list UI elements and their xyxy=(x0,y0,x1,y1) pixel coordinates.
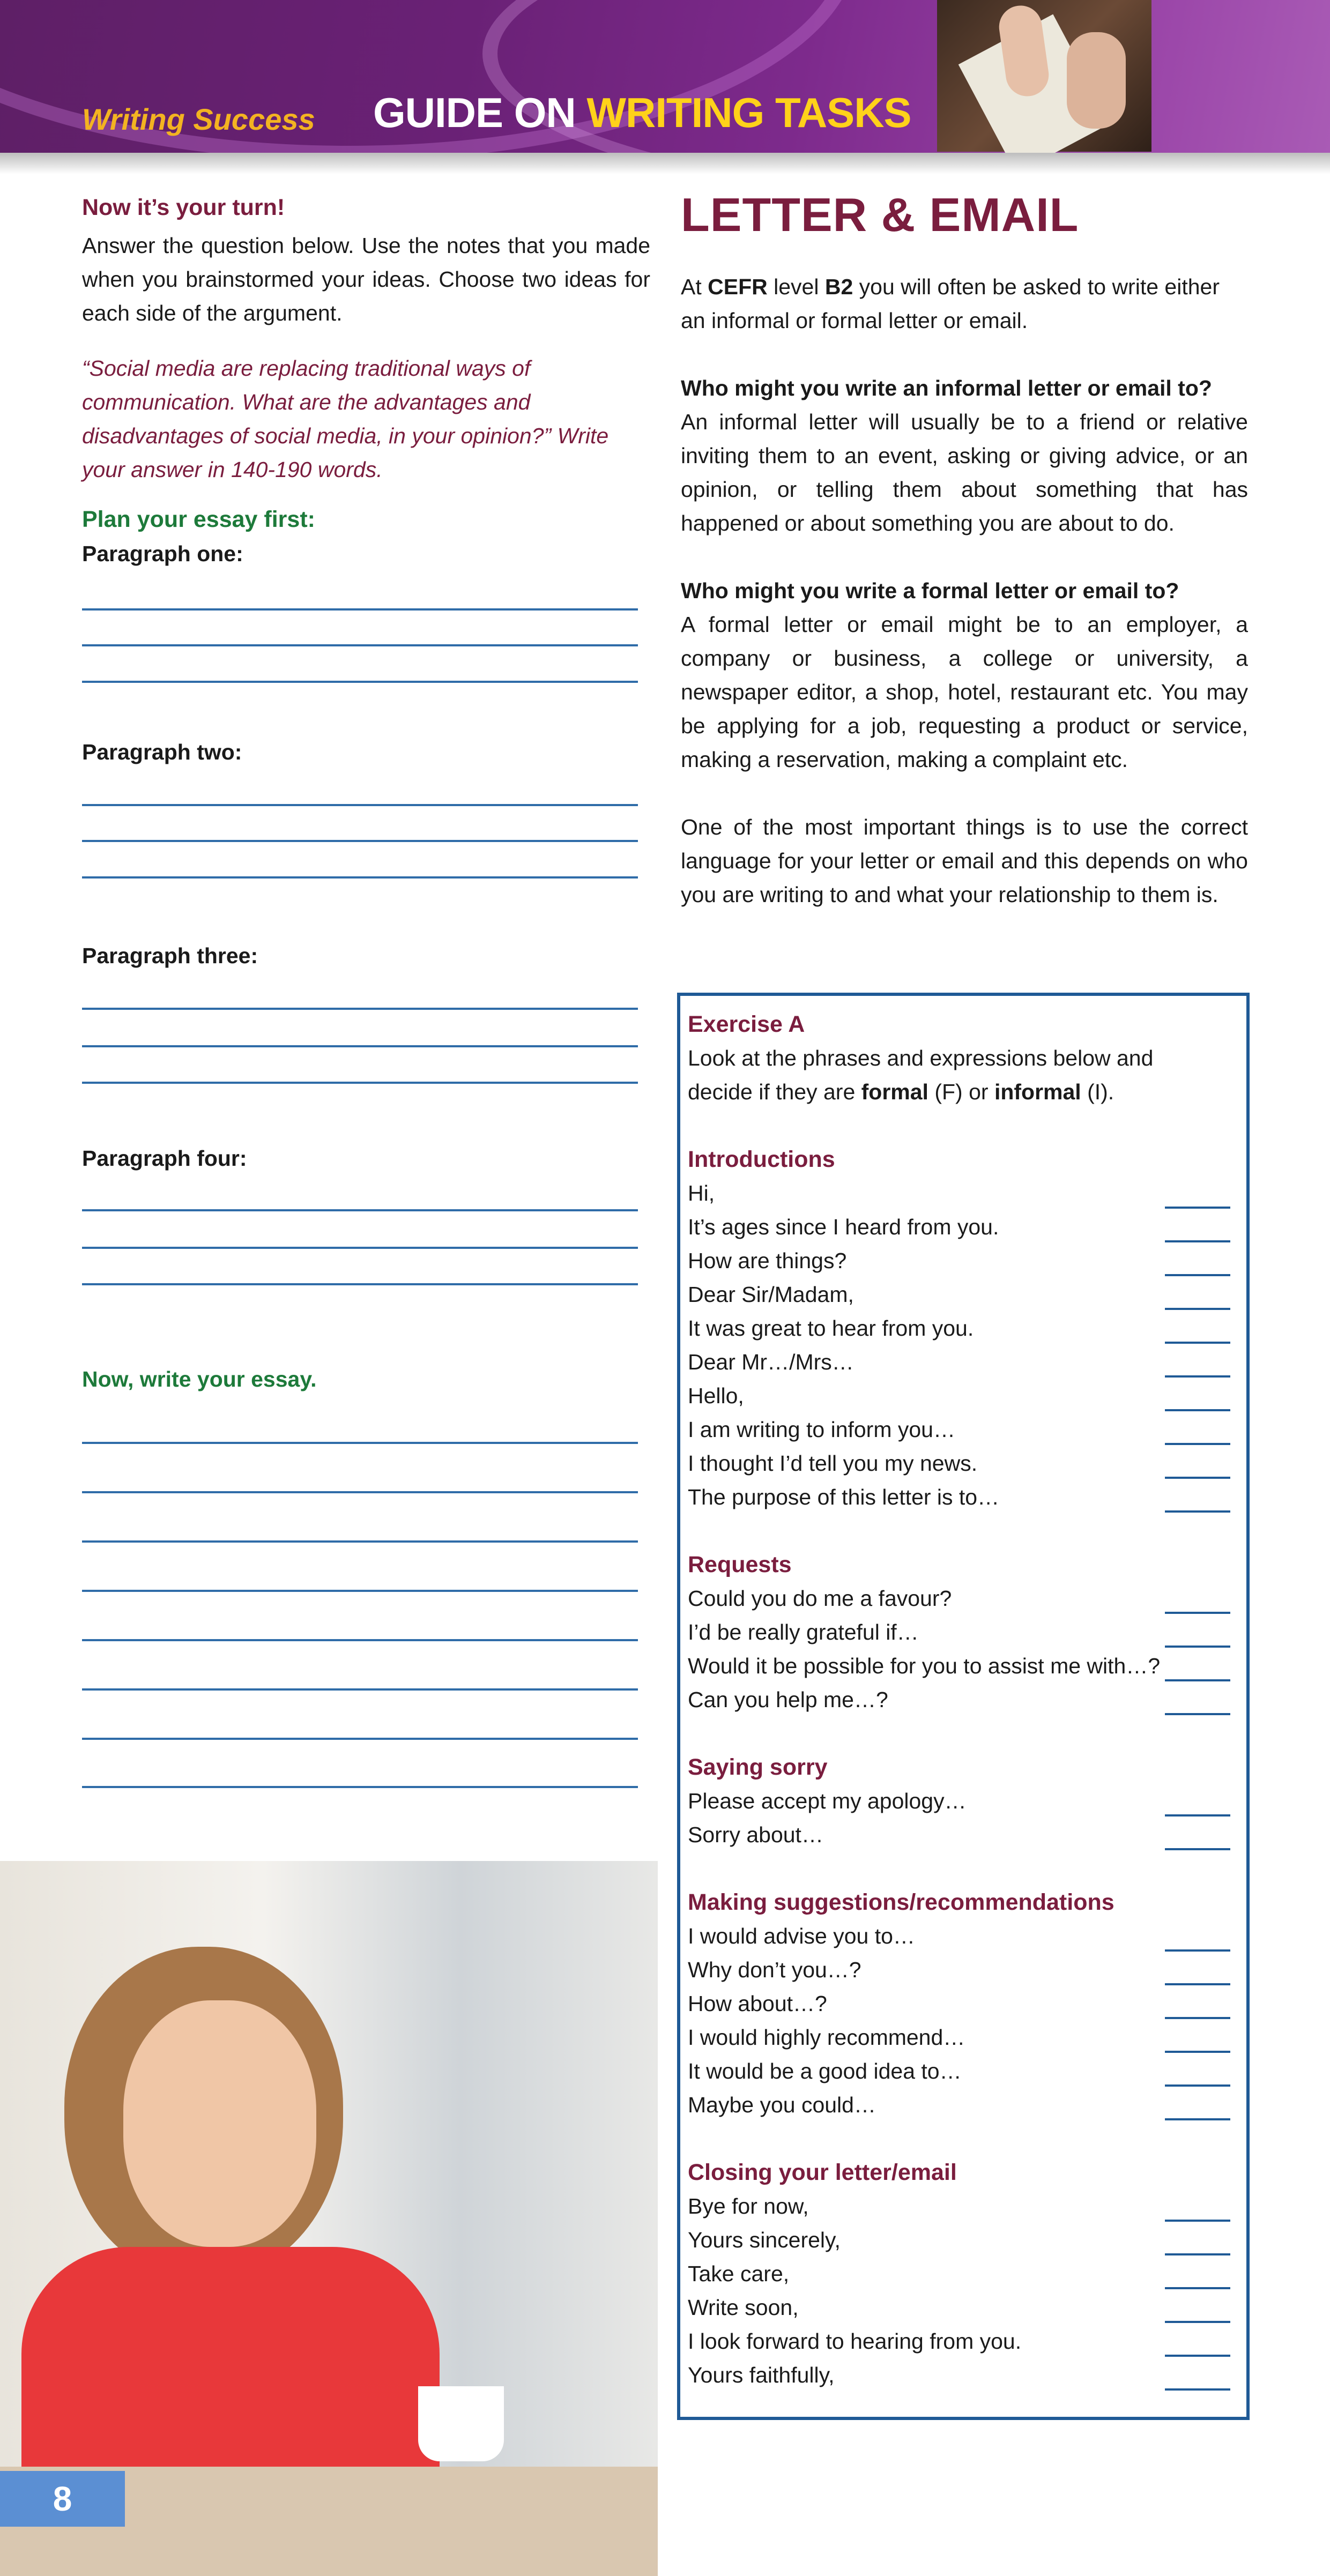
exercise-item xyxy=(688,1312,1240,1345)
face-shape xyxy=(123,2000,316,2247)
answer-line[interactable] xyxy=(82,840,638,842)
phrase-text: Would it be possible for you to assist me with…? xyxy=(688,1654,1161,1678)
exercise-item xyxy=(688,1345,1240,1379)
page-title xyxy=(373,88,911,137)
formal-question: Who might you write a formal letter or email to? xyxy=(681,578,1179,603)
answer-blank[interactable] xyxy=(1165,2220,1230,2222)
student-writing-photo xyxy=(0,1861,658,2576)
exercise-item xyxy=(688,1683,1240,1717)
answer-blank[interactable] xyxy=(1165,1477,1230,1479)
phrase-text: Hi, xyxy=(688,1181,715,1205)
phrase-text: Maybe you could… xyxy=(688,2093,876,2117)
exercise-item xyxy=(688,2325,1240,2358)
exercise-item xyxy=(688,1582,1240,1615)
phrase-text: How are things? xyxy=(688,1248,847,1273)
instructions: Answer the question below. Use the notes that you made when you brainstormed your ideas. Choose two ideas for each side of the argument. xyxy=(82,233,650,325)
answer-line[interactable] xyxy=(82,1738,638,1740)
exercise-title: Exercise A xyxy=(688,1011,805,1037)
answer-line[interactable] xyxy=(82,1688,638,1691)
paragraph-two-label: Paragraph two: xyxy=(82,740,242,764)
phrase-text: I look forward to hearing from you. xyxy=(688,2329,1022,2354)
answer-blank[interactable] xyxy=(1165,2084,1230,2087)
informal-question: Who might you write an informal letter or email to? xyxy=(681,376,1212,400)
answer-blank[interactable] xyxy=(1165,1342,1230,1344)
phrase-text: Yours sincerely, xyxy=(688,2228,841,2252)
coffee-cup xyxy=(418,2386,504,2461)
answer-line[interactable] xyxy=(82,608,638,611)
phrase-text: It was great to hear from you. xyxy=(688,1316,974,1341)
answer-blank[interactable] xyxy=(1165,1443,1230,1445)
answer-blank[interactable] xyxy=(1165,2118,1230,2120)
exercise-item xyxy=(688,1447,1240,1480)
phrase-text: I would advise you to… xyxy=(688,1924,915,1948)
answer-line[interactable] xyxy=(82,1442,638,1444)
phrase-text: It’s ages since I heard from you. xyxy=(688,1215,999,1239)
answer-blank[interactable] xyxy=(1165,2388,1230,2391)
answer-line[interactable] xyxy=(82,1209,638,1211)
phrase-text: I thought I’d tell you my news. xyxy=(688,1451,978,1476)
exercise-item xyxy=(688,1919,1240,1953)
exercise-section-title: Requests xyxy=(688,1552,792,1577)
header-shadow xyxy=(0,153,1330,174)
phrase-text: I am writing to inform you… xyxy=(688,1417,955,1442)
answer-line[interactable] xyxy=(82,876,638,878)
answer-line[interactable] xyxy=(82,1082,638,1084)
brand-label: Writing Success xyxy=(82,102,315,136)
answer-blank[interactable] xyxy=(1165,2017,1230,2019)
answer-blank[interactable] xyxy=(1165,1409,1230,1411)
answer-line[interactable] xyxy=(82,1540,638,1543)
phrase-text: Could you do me a favour? xyxy=(688,1586,952,1611)
exercise-item xyxy=(688,1177,1240,1210)
exercise-section-title: Closing your letter/email xyxy=(688,2160,957,2185)
answer-blank[interactable] xyxy=(1165,1375,1230,1378)
phrase-text: It would be a good idea to… xyxy=(688,2059,962,2083)
exercise-item xyxy=(688,2054,1240,2088)
exercise-item xyxy=(688,1278,1240,1312)
answer-blank[interactable] xyxy=(1165,1848,1230,1850)
phrase-text: Write soon, xyxy=(688,2295,799,2320)
answer-line[interactable] xyxy=(82,681,638,683)
phrase-text: Hello, xyxy=(688,1383,744,1408)
exercise-item xyxy=(688,1615,1240,1649)
intro-paragraph: At CEFR level B2 you will often be asked to write either an informal or formal letter or email. xyxy=(681,274,1220,333)
exercise-instructions: Look at the phrases and expressions below and decide if they are formal (F) or informal (I). xyxy=(688,1046,1154,1104)
phrase-text: Can you help me…? xyxy=(688,1687,888,1712)
title-white: GUIDE ON xyxy=(373,89,587,136)
exercise-item xyxy=(688,1784,1240,1818)
answer-blank[interactable] xyxy=(1165,1713,1230,1715)
exercise-item xyxy=(688,1953,1240,1987)
answer-blank[interactable] xyxy=(1165,1207,1230,1209)
exercise-item xyxy=(688,2257,1240,2291)
phrase-text: Take care, xyxy=(688,2261,790,2286)
answer-line[interactable] xyxy=(82,1786,638,1788)
title-yellow: WRITING TASKS xyxy=(586,89,911,136)
hand-image xyxy=(1067,32,1126,129)
exercise-item xyxy=(688,1244,1240,1278)
phrase-text: Dear Sir/Madam, xyxy=(688,1282,854,1307)
exercise-item xyxy=(688,1379,1240,1413)
answer-blank[interactable] xyxy=(1165,1814,1230,1816)
answer-line[interactable] xyxy=(82,1045,638,1047)
exercise-item xyxy=(688,2223,1240,2257)
phrase-text: Bye for now, xyxy=(688,2194,809,2218)
phrase-text: The purpose of this letter is to… xyxy=(688,1485,1000,1509)
answer-line[interactable] xyxy=(82,1008,638,1010)
answer-blank[interactable] xyxy=(1165,1274,1230,1276)
turn-heading: Now it’s your turn! xyxy=(82,195,285,220)
plan-heading: Plan your essay first: xyxy=(82,507,315,532)
exercise-item xyxy=(688,2291,1240,2325)
exercise-item xyxy=(688,1210,1240,1244)
phrase-text: I would highly recommend… xyxy=(688,2025,965,2050)
exercise-section-title: Introductions xyxy=(688,1146,835,1172)
answer-line[interactable] xyxy=(82,1491,638,1493)
exercise-item xyxy=(688,1480,1240,1514)
paragraph-one-label: Paragraph one: xyxy=(82,541,243,566)
answer-blank[interactable] xyxy=(1165,1646,1230,1648)
exercise-item xyxy=(688,1818,1240,1852)
essay-question: “Social media are replacing traditional ways of communication. What are the advantages and disadvantages of social media, in your opinion?” Write your answer in 140-190 words. xyxy=(82,356,609,482)
answer-line[interactable] xyxy=(82,1247,638,1249)
phrase-text: I’d be really grateful if… xyxy=(688,1620,919,1644)
answer-line[interactable] xyxy=(82,1283,638,1285)
answer-blank[interactable] xyxy=(1165,2051,1230,2053)
exercise-item xyxy=(688,1987,1240,2021)
left-column xyxy=(82,191,650,537)
paragraph-four-label: Paragraph four: xyxy=(82,1146,247,1171)
answer-blank[interactable] xyxy=(1165,2287,1230,2289)
right-column xyxy=(681,188,1248,912)
phrase-text: How about…? xyxy=(688,1991,827,2016)
exercise-section-title: Making suggestions/recommendations xyxy=(688,1889,1114,1915)
answer-blank[interactable] xyxy=(1165,1949,1230,1952)
answer-blank[interactable] xyxy=(1165,1308,1230,1310)
exercise-item xyxy=(688,1649,1240,1683)
answer-line[interactable] xyxy=(82,804,638,806)
answer-blank[interactable] xyxy=(1165,1510,1230,1513)
answer-line[interactable] xyxy=(82,644,638,646)
exercise-item xyxy=(688,1413,1240,1447)
answer-blank[interactable] xyxy=(1165,1679,1230,1681)
answer-blank[interactable] xyxy=(1165,2253,1230,2255)
page-number: 8 xyxy=(0,2471,125,2527)
answer-blank[interactable] xyxy=(1165,1612,1230,1614)
write-essay-heading: Now, write your essay. xyxy=(82,1367,317,1391)
exercise-item xyxy=(688,2021,1240,2054)
answer-line[interactable] xyxy=(82,1639,638,1641)
section-title: LETTER & EMAIL xyxy=(681,188,1079,241)
answer-line[interactable] xyxy=(82,1590,638,1592)
phrase-text: Why don’t you…? xyxy=(688,1957,861,1982)
page-header-banner xyxy=(0,0,1330,153)
formal-answer: A formal letter or email might be to an employer, a company or business, a college or university, a newspaper editor, a shop, hotel, restaurant etc. You may be applying for a job, requesting a product or service, making a reservation, making a complaint etc. xyxy=(681,612,1248,772)
paragraph-three-label: Paragraph three: xyxy=(82,943,258,968)
exercise-item xyxy=(688,2190,1240,2223)
closing-paragraph: One of the most important things is to use the correct language for your letter or email and this depends on who you are writing to and what your relationship to them is. xyxy=(681,815,1248,907)
answer-blank[interactable] xyxy=(1165,1240,1230,1242)
exercise-section-title: Saying sorry xyxy=(688,1754,828,1780)
phrase-text: Yours faithfully, xyxy=(688,2363,835,2387)
answer-blank[interactable] xyxy=(1165,2321,1230,2323)
phrase-text: Dear Mr…/Mrs… xyxy=(688,1350,854,1374)
exercise-item xyxy=(688,2088,1240,2122)
phrase-text: Sorry about… xyxy=(688,1822,823,1847)
informal-answer: An informal letter will usually be to a friend or relative inviting them to an event, asking or giving advice, or an opinion, or telling them about something that has happened or about something you are about to do. xyxy=(681,410,1248,535)
phrase-text: Please accept my apology… xyxy=(688,1789,967,1813)
answer-blank[interactable] xyxy=(1165,2355,1230,2357)
exercise-item xyxy=(688,2358,1240,2392)
answer-blank[interactable] xyxy=(1165,1983,1230,1985)
exercise-a-box xyxy=(677,993,1250,2420)
